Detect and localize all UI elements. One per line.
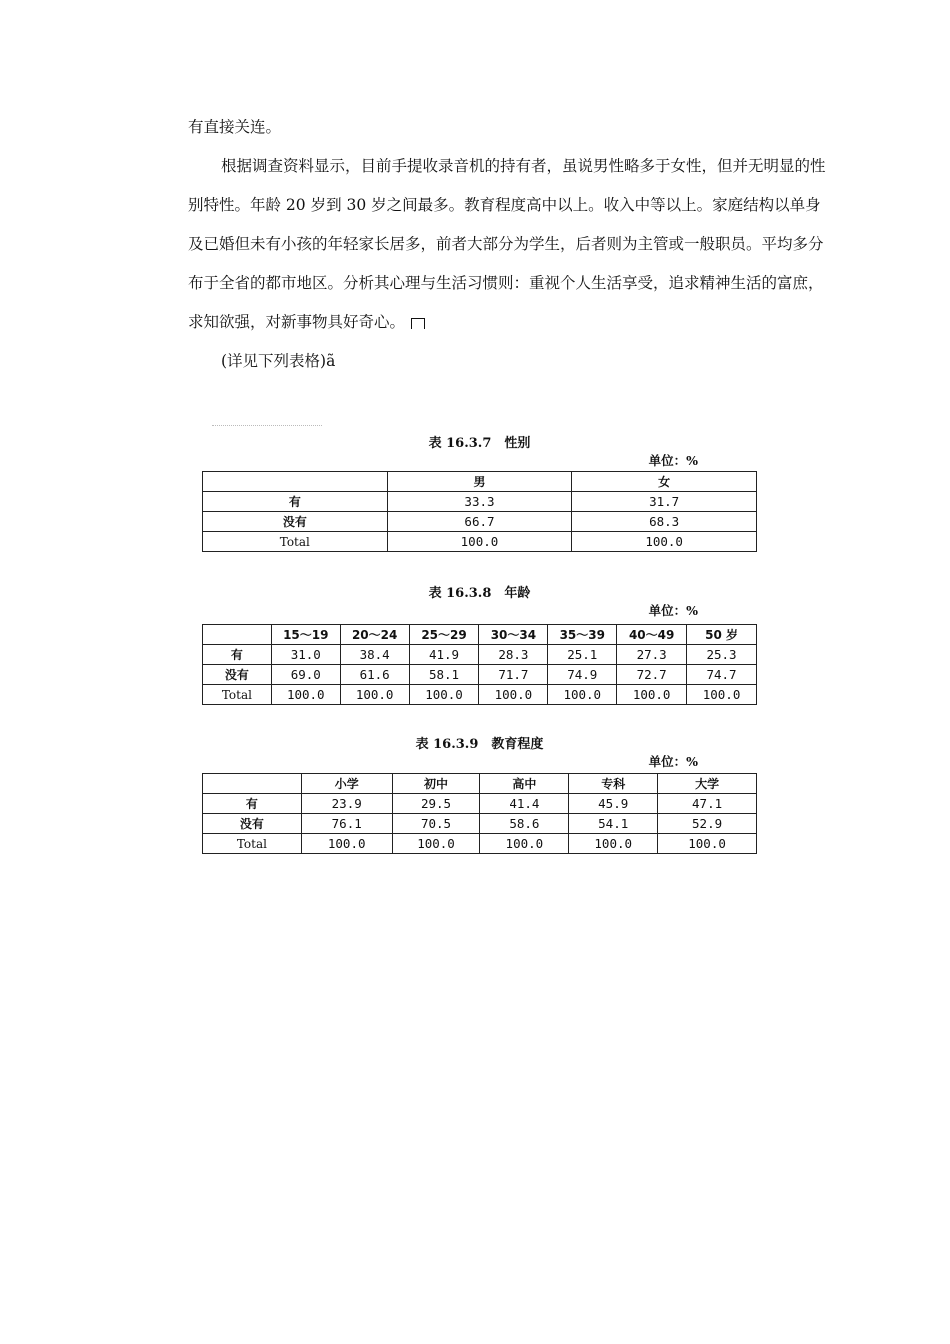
table-cell: 58.6 [480,814,569,834]
table-row [203,834,757,854]
column-header: 25～29 [409,625,479,645]
column-header: 高中 [480,774,569,794]
table-cell: 74.9 [548,665,617,685]
table-cell: 31.0 [271,645,340,665]
table-cell: 100.0 [340,685,409,705]
table-cell: 100.0 [480,834,569,854]
row-header: 有 [203,492,388,512]
table-unit-gender: 单位：% [648,453,698,468]
table-cell: 74.7 [687,665,757,685]
table-row [203,645,757,665]
table-cell: 72.7 [617,665,687,685]
table-unit-age: 单位：% [648,603,698,618]
table-cell: 61.6 [340,665,409,685]
table-cell: 45.9 [569,794,658,814]
column-header [203,625,272,645]
table-cell: 52.9 [658,814,757,834]
table-cell: 100.0 [617,685,687,705]
table-cell: 41.9 [409,645,479,665]
table-row [203,794,757,814]
row-header: 没有 [203,814,302,834]
table-caption-gender: 表 16.3.7 性别 [428,436,531,451]
table-cell: 70.5 [392,814,480,834]
see-table-note: (详见下列表格)ã [221,352,336,370]
column-header: 20～24 [340,625,409,645]
table-header-row [203,625,757,645]
column-header [203,472,388,492]
row-header: Total [203,532,388,552]
table-age [202,624,757,705]
table-row [203,532,757,552]
table-cell: 28.3 [479,645,548,665]
column-header: 50 岁 [687,625,757,645]
table-cell: 33.3 [387,492,572,512]
table-caption-age: 表 16.3.8 年龄 [428,586,531,601]
column-header: 大学 [658,774,757,794]
table-row [203,512,757,532]
table-row [203,492,757,512]
table-cell: 54.1 [569,814,658,834]
row-header: 没有 [203,665,272,685]
column-header: 初中 [392,774,480,794]
table-cell: 100.0 [479,685,548,705]
row-header: 有 [203,645,272,665]
table-cell: 71.7 [479,665,548,685]
row-header: 有 [203,794,302,814]
column-header: 30～34 [479,625,548,645]
table-cell: 47.1 [658,794,757,814]
table-education [202,773,757,854]
table-cell: 29.5 [392,794,480,814]
edit-mark-icon [411,318,425,329]
table-cell: 38.4 [340,645,409,665]
table-cell: 100.0 [569,834,658,854]
column-header: 专科 [569,774,658,794]
table-cell: 100.0 [392,834,480,854]
table-cell: 100.0 [548,685,617,705]
table-cell: 31.7 [572,492,757,512]
table-cell: 23.9 [301,794,392,814]
column-header: 35～39 [548,625,617,645]
table-row [203,665,757,685]
column-header: 男 [387,472,572,492]
table-cell: 66.7 [387,512,572,532]
table-header-row [203,774,757,794]
table-row [203,814,757,834]
table-row [203,685,757,705]
table-cell: 58.1 [409,665,479,685]
table-cell: 100.0 [271,685,340,705]
intro-line: 有直接关连。 [188,118,282,136]
column-header: 40～49 [617,625,687,645]
column-header: 15～19 [271,625,340,645]
row-header: 没有 [203,512,388,532]
table-cell: 100.0 [658,834,757,854]
table-unit-education: 单位：% [648,754,698,769]
table-cell: 25.3 [687,645,757,665]
table-cell: 76.1 [301,814,392,834]
table-cell: 41.4 [480,794,569,814]
column-header [203,774,302,794]
survey-paragraph-text: 根据调查资料显示，目前手提收录音机的持有者，虽说男性略多于女性，但并无明显的性别特性。年龄 20 岁到 30 岁之间最多。教育程度高中以上。收入中等以上。家庭结构以单身及已婚但未有小孩的年轻家长居多，前者大部分为学生，后者则为主管或一般职员。平均多分布于全省的都市地区。分析其心理与生活习惯则：重视个人生活享受，追求精神生活的富庶，求知欲强，对新事物具好奇心。 [188,157,826,331]
table-cell: 100.0 [572,532,757,552]
row-header: Total [203,834,302,854]
table-cell: 69.0 [271,665,340,685]
table-cell: 25.1 [548,645,617,665]
table-cell: 27.3 [617,645,687,665]
scan-artifact [212,425,322,427]
table-cell: 100.0 [687,685,757,705]
table-header-row [203,472,757,492]
column-header: 小学 [301,774,392,794]
table-cell: 100.0 [301,834,392,854]
table-cell: 100.0 [387,532,572,552]
row-header: Total [203,685,272,705]
column-header: 女 [572,472,757,492]
table-cell: 100.0 [409,685,479,705]
table-cell: 68.3 [572,512,757,532]
table-caption-education: 表 16.3.9 教育程度 [415,737,544,752]
survey-paragraph [188,147,828,342]
table-gender [202,471,757,552]
